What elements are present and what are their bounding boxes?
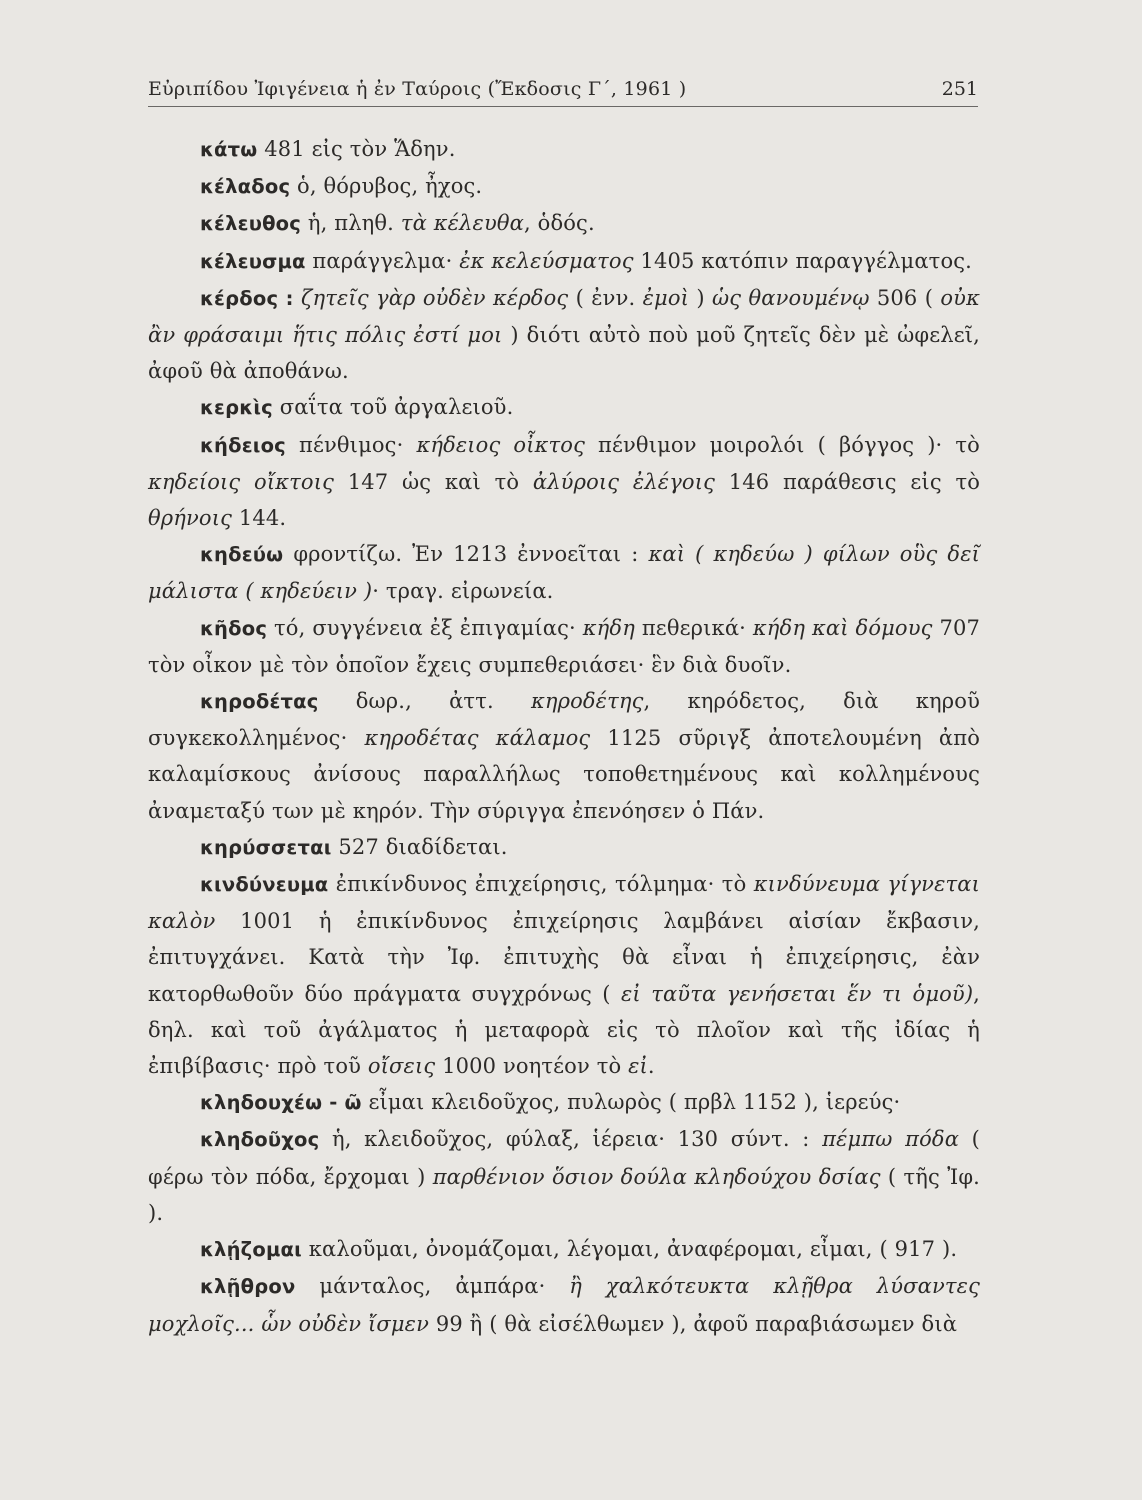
glossary-entry — [148, 1268, 980, 1341]
entry-definition: εἶμαι κλειδοῦχος, πυλωρὸς ( πρβλ 1152 ), ἱερεύς· — [361, 1090, 901, 1115]
entry-citation: εἰ — [628, 1054, 648, 1079]
glossary-entry — [148, 866, 980, 1084]
glossary-entry — [148, 427, 980, 537]
glossary-entry — [148, 829, 980, 866]
entry-definition: . — [647, 1054, 655, 1079]
header-title: Εὐριπίδου Ἰφιγένεια ἡ ἐν Ταύροις (Ἔκδοσις Γ΄, 1961 ) — [148, 78, 687, 100]
glossary-entry — [148, 280, 980, 390]
glossary-entry — [148, 243, 980, 280]
glossary-entry — [148, 131, 980, 168]
entry-definition: ( ἐνν. — [568, 285, 643, 310]
entry-definition: 1001 ἡ ἐπικίνδυνος ἐπιχείρησις λαμβάνει αἰσίαν ἔκβασιν, ἐπιτυγχάνει. Κατὰ τὴν Ἰφ. ἐπιτυχὴς θὰ εἶναι ἡ ἐπιχείρησις, ἐὰν κατορθωθοῦν δύο πράγματα συγχρόνως ( — [148, 909, 980, 1006]
glossary-entry — [148, 168, 980, 205]
entry-definition: ἐπικίνδυνος ἐπιχείρησις, τόλμημα· τὸ — [328, 872, 754, 897]
entry-headword: κάτω — [200, 138, 258, 161]
glossary-entry — [148, 389, 980, 426]
entry-headword: κέλευθος — [200, 212, 302, 236]
entry-definition: πένθιμον μοιρολόι ( βόγγος )· τὸ — [585, 432, 980, 457]
entry-citation: ὡς θανουμένῳ — [711, 285, 870, 310]
page-number: 251 — [941, 78, 978, 100]
entry-citation: οἴσεις — [367, 1054, 436, 1079]
entry-definition: πεθερικά· — [634, 615, 753, 640]
entry-citation: κηροδέτης — [530, 689, 644, 714]
running-header — [148, 70, 978, 107]
entry-citation: καὶ ( κηδεύω ) φίλων οὓς δεῖ μάλιστα ( κηδεύειν ) — [148, 542, 981, 604]
entry-definition: ( τῆς Ἰφ. ). — [148, 1164, 981, 1225]
entry-headword: κινδύνευμα — [200, 873, 329, 897]
entry-definition: , κηρόδετος, διὰ κηροῦ συγκεκολλημένος· — [148, 689, 980, 751]
entry-citation: παρθένιον ὅσιον δούλα κληδούχου δσίας — [432, 1164, 881, 1189]
entry-citation: ζητεῖς γὰρ οὐδὲν κέρδος — [300, 285, 569, 310]
entry-definition: 1405 κατόπιν παραγγέλματος. — [633, 248, 972, 273]
glossary-entry — [148, 683, 980, 829]
entry-headword: κληδοῦχος — [200, 1128, 320, 1152]
entry-citation: κηδείοις οἴκτοις — [148, 469, 335, 494]
entry-definition: τό, συγγένεια ἐξ ἐπιγαμίας· — [267, 615, 583, 640]
entry-citation: κηροδέτας κάλαμος — [364, 726, 591, 751]
entry-definition: ἡ, πληθ. — [301, 211, 401, 236]
entry-definition: 506 ( — [869, 285, 941, 310]
entry-citation: τὰ κέλευθα — [400, 211, 525, 236]
entry-definition: 144. — [232, 506, 287, 531]
entry-definition: 1000 νοητέον τὸ — [435, 1054, 629, 1079]
entry-headword: κέλευσμα — [200, 249, 306, 273]
entry-definition: μάνταλος, ἀμπάρα· — [295, 1274, 570, 1299]
entry-citation: θρήνοις — [148, 506, 233, 531]
entry-citation: ἐμοὶ — [642, 285, 690, 310]
entry-headword: κηρύσσεται — [200, 835, 332, 859]
entry-definition: 147 ὡς καὶ τὸ — [334, 469, 533, 494]
entry-definition: 481 εἰς τὸν Ἅδην. — [257, 137, 456, 161]
glossary-entry — [148, 1121, 980, 1231]
entry-citation: πέμπω πόδα — [822, 1127, 960, 1152]
entry-citation: εἰ ταῦτα γενήσεται ἕν τι ὁμοῦ) — [621, 981, 974, 1006]
entry-citation: ἐκ κελεύσματος — [459, 248, 634, 273]
entry-definition: φροντίζω. Ἐν 1213 ἐννοεῖται : — [283, 542, 649, 567]
entry-definition — [294, 286, 301, 310]
entry-citation: κήδη καὶ δόμους — [752, 615, 933, 640]
entry-definition: ὁ, θόρυβος, ἦχος. — [290, 174, 483, 199]
entry-citation: ἀλύροις ἐλέγοις — [532, 469, 715, 494]
entry-definition: καλοῦμαι, ὀνομάζομαι, λέγομαι, ἀναφέρομαι, εἶμαι, ( 917 ). — [301, 1237, 958, 1262]
entry-headword: κῆδος — [200, 616, 268, 640]
entry-definition: 99 ἢ ( θὰ εἰσέλθωμεν ), ἀφοῦ παραβιάσωμεν διὰ — [429, 1311, 958, 1336]
entry-headword: κήδειος — [200, 433, 286, 457]
entry-definition: ( φέρω τὸν πόδα, ἔρχομαι ) — [148, 1127, 981, 1189]
entry-citation: οὐκ ἂν φράσαιμι ἥτις πόλις ἐστί μοι — [148, 285, 981, 348]
entry-definition: 707 τὸν οἶκον μὲ τὸν ὁποῖον ἔχεις συμπεθεριάσει· ἓν διὰ δυοῖν. — [148, 615, 980, 677]
entry-definition: 527 διαδίδεται. — [331, 834, 508, 859]
entry-headword: κλῇθρον — [200, 1275, 296, 1299]
entry-definition: 146 παράθεσις εἰς τὸ — [715, 469, 981, 494]
entry-citation: ἢ χαλκότευκτα κλῇθρα λύσαντες μοχλοῖς... ὧν οὐδὲν ἴσμεν — [148, 1274, 980, 1336]
glossary-entry — [148, 1084, 980, 1121]
glossary-entry — [148, 1231, 980, 1268]
entry-headword: κηροδέτας — [200, 690, 319, 714]
glossary-entry — [148, 536, 980, 609]
entry-headword: κερκὶς — [200, 396, 273, 420]
entry-headword: κλῄζομαι — [200, 1238, 302, 1262]
entry-definition: , δηλ. καὶ τοῦ ἀγάλματος ἡ μεταφορὰ εἰς τὸ πλοῖον καὶ τῆς ἰδίας ἡ ἐπιβίβασις· πρὸ τοῦ — [148, 981, 980, 1079]
entry-citation: κινδύνευμα γίγνεται καλὸν — [148, 872, 980, 934]
entry-definition: , ὁδός. — [524, 211, 595, 236]
entry-headword: κληδουχέω - ῶ — [200, 1091, 362, 1115]
entry-definition: δωρ., ἀττ. — [318, 689, 531, 714]
glossary-entry — [148, 610, 980, 683]
entry-citation: κήδη — [582, 615, 635, 640]
entry-definition: πένθιμος· — [285, 432, 417, 457]
entry-headword: κέλαδος — [200, 175, 291, 199]
entry-headword: κηδεύω — [200, 543, 284, 567]
glossary-entry — [148, 205, 980, 242]
entry-definition: · τραγ. εἰρωνεία. — [372, 579, 554, 604]
entry-definition: σαΐτα τοῦ ἀργαλειοῦ. — [272, 395, 514, 420]
entry-citation: κήδειος οἶκτος — [416, 432, 585, 457]
glossary-body — [148, 131, 980, 1342]
entry-definition: ἡ, κλειδοῦχος, φύλαξ, ἱέρεια· 130 σύντ. : — [319, 1127, 823, 1152]
entry-headword: κέρδος : — [200, 286, 294, 310]
entry-definition: παράγγελμα· — [305, 248, 460, 273]
entry-definition: 1125 σῦριγξ ἀποτελουμένη ἀπὸ καλαμίσκους ἀνίσους παραλλήλως τοποθετημένους καὶ κολλημένους ἀναμεταξύ των μὲ κηρόν. Τὴν σύριγγα ἐπενόησεν ὁ Πάν. — [148, 726, 980, 823]
entry-definition: ) διότι αὐτὸ ποὺ μοῦ ζητεῖς δὲν μὲ ὠφελεῖ, ἀφοῦ θὰ ἀποθάνω. — [148, 323, 980, 384]
entry-definition: ) — [689, 285, 712, 310]
